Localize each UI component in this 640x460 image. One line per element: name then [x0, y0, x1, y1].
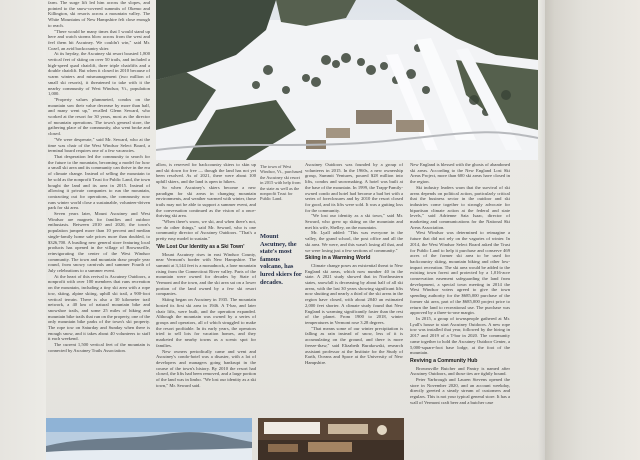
mountain-landscape-photo	[46, 418, 252, 460]
article-column-3	[305, 162, 403, 418]
paragraph: The current 1,500 vertical feet of the mountain is connected by Ascutney Trails Association.	[48, 342, 150, 353]
page-margin	[0, 0, 46, 460]
paragraph: New owners periodically came and went and Ascutney's condo-hotel was a disaster, with a lot of developers and managers going bankrupt in the course of the town's history. By 2010 the resort had closed, the lifts had been removed, and a large portion of the land was in limbo. "We lost our identity as a ski town," Mr. Seward said.	[156, 348, 256, 388]
article-column-4	[410, 162, 510, 422]
paragraph: West Windsor was determined to reimagine a future that did not rely on the vagaries of winter. In 2014, the West Windsor Select Board asked the Trust for Public Land to help it purchase and conserve 469 acres of the former ski area to be used for backcountry skiing, mountain biking and other low-impact recreation. The ski area would be added to the existing town forest and protected by a 1,016-acre conservation easement safeguarding the land from development, a special town meeting in 2014 the West Windsor voters agreed to give the town spending authority for the $685,000 purchase of the former ski area, part of the $685,000 project price to return the land to recreational use. The purchase was approved by a three-to-one margin.	[410, 230, 510, 316]
paragraph: "There would be many times that I would stand up here and watch storms blow across from the west and feel them hit Ascutney. We couldn't win," said Mr. Cozel, an avid backcountry skier.	[48, 28, 150, 51]
section-subhead: Reviving a Community Hub	[410, 357, 478, 364]
paragraph: "That means some of our winter precipitation is falling as rain instead of snow, less of it is accumulating on the ground, and there is more freeze-thaw," said Elizabeth Burakowski, research assistant professor at the Institute for the Study of Earth, Oceans and Space at the University of New Hampshire.	[305, 325, 403, 365]
general-store-photo	[258, 418, 404, 460]
paragraph: So when Ascutney's skiers become a new paradigm for ski areas in changing mountain environments, and weather warmed with winter, those trails may not be able to support a summer event, and the conversation continued as the vision of a once-thriving ski area.	[156, 184, 256, 219]
paragraph: In 2015, a group of townspeople gathered at Mr. Lyall's house to start Ascutney Outdoors. A new rope tow was installed that year, followed by the hiring in 2017 and 2019 of a T-bar in 2020. The community came together to hold the Ascutney Outdoor Center, a 5,000-square-foot base lodge, at the foot of the mountain.	[410, 315, 510, 356]
paragraph: Climate change poses an existential threat to New England ski areas, which now number 40 in the state. A 2021 study showed that in Northeastern states, snowfall is decreasing by about half of all ski areas, with the last 30 years showing significant lifts now shutting and nearly a third of the ski areas in the region have closed, with about 2040 an estimated 2,000 feet shorter. A climate study found that New England is warming significantly faster than the rest of the planet. From 1900 to 2018, winter temperatures in Vermont rose 3.28 degrees.	[305, 262, 403, 325]
frame-edge	[545, 0, 640, 460]
pull-quote: Mount Ascutney, the state's most famous volcano, has lured skiers for decades.	[260, 233, 302, 286]
paragraph: Peter Yarbrough and Lauren Stevens opened the store in November 2020, and an account weekday, directly greeted a steady stream of customers and regulars. This is not your typical general store. It has a wall of Vermont craft beer and a butcher case	[410, 377, 510, 405]
paragraph: At its heyday, the Ascutney ski resort boasted 1,800 vertical feet of skiing on over 50 trails, and included a high-speed quad chairlift, three triple chairlifts and a double chairlift. But when it closed in 2010 because of warm winters and mismanagement (two million of small ski resorts), it threatened to take with it the nearby community of West Windsor, Vt., population 1,000.	[48, 51, 150, 97]
aerial-ski-area-photo	[156, 0, 538, 160]
paragraph: Ski industry leaders warn that the survival of ski areas depends on political action, particularly critical that the business sector in the outdoor and ski industries come together to strongly advocate for bipartisan climate action at the federal and state levels," said Adrienne Saia Isaac, director of marketing and communications for the National Ski Areas Association.	[410, 184, 510, 230]
paragraph: allow, is reserved for backcountry skiers to skin up and ski down for free — though the land has not yet been resolved. As of 2021, there were about 100 uphill skiers, and the land is open to hikers.	[156, 162, 256, 185]
paragraph: That desperation led the community to search for the future to the mountain, becoming a model for how a small ski area and its community can thrive in the era of climate change. Instead of selling the mountain to be sold as the nonprofit Trust for Public Land, the town bought the land and its area in 2015. Instead of allowing it private companies to run the mountain, contracting out for operations, the community now runs winter world close a sustainable, volunteer-driven park for ski area.	[48, 153, 150, 211]
paragraph: Mount Ascutney rises in east Windsor County, near Vermont's border with New Hampshire. The summit at 3,144 feet is a monadnock, a lone mountain rising from the Connecticut River valley. Parts of the mountain were owned for decades by State of Vermont and the town, and the ski area sat on a lower portion of the land owned by a few ski resort companies.	[156, 251, 256, 297]
paragraph: "When there's snow, we ski, and when there's not, we do other things," said Mr. Seward, who is one community director of Ascutney Outdoors. "That's a pretty easy model to sustain."	[156, 219, 256, 242]
paragraph: Seven years later, Mount Ascutney and West Windsor are magnets for families and outdoor enthusiasts. Between 2010 and 2020, the town's population jumped more than 10 percent and median single-family home sale prices more than doubled, to $326,700. A bustling new general store featuring local products has opened in the village of Brownsville, reinvigorating the center of the West Windsor community. The town and mountain draw people year round, from snowy carnivals and summer Fourth of July celebrations to a summer event.	[48, 211, 150, 274]
paragraph: Mr. Lyall added: "This was everyone in the valley, the grand school, the post office and all the ski area. We were, and this wasn't losing all that, and we were losing just a few sections of community."	[305, 230, 403, 253]
paragraph: New England is blessed with the ghosts of abandoned ski areas. According to the New England Lost Ski Areas Project, more than 600 ski areas have closed in the region.	[410, 162, 510, 185]
paragraph: At the heart of this revival is Ascutney Outdoors, a nonprofit with over 100 members that runs recreation on the mountain, including a tiny ski area with a rope tow, skiing, alpine skiing, uphill ski trail, a 900-foot vertical terrain. There is also a 30 kilometer trail network, a 40 km of natural mountain bike and snowshoe trails, and some 25 miles of hiking and mountain bike trails that run on the property, one of the only mountain bike parks of the town's ski property. The rope tow on Saturday and Sunday when there is enough snow, and it takes about 40 volunteers to staff it each weekend.	[48, 273, 150, 342]
photo-caption: The town of West Windsor, Vt., purchased the Ascutney ski resort in 2015 with help from the state as well as the nonprofit Trust for Public Land.	[260, 164, 303, 202]
paragraph: "We were desperate," said Mr. Seward, who at the time was chair of the West Windsor Select Board, a terminal board requires one of a few vacancies.	[48, 136, 150, 154]
paragraph: farm. The surge lift led him across the slopes, and pointed to the snow-covered summits of Okemo and Killington, ski resorts across a mountain valley. The White Mountains of New Hampshire felt close enough to reach.	[48, 0, 150, 28]
paragraph: Ascutney Outdoors was founded by a group of volunteers in 2015. In the 1960s, a new ownership group, Summit Ventures, poured $28 million into lifts, condos and snowmaking. A hotel was built at the base of the mountain. In 1999, the Trapp-Family-owned condo and hotel had become a bad bet with a series of foreclosures and by 2010 the resort closed for good, and its lifts were sold. It was a gutting loss for the community.	[305, 162, 403, 213]
paragraph: Brownsville Butcher and Pantry is named after Ascutney Outdoors, and those ties are tightly bound.	[410, 365, 510, 377]
paragraph: "Property values plummeted, condos on the mountain saw their value decrease by more than half, and many went up," recalled Glenn Seward, who worked at the resort for 30 years, most as the director of mountain operations. The town's general store, the gathering place of the community, also went broke and closed.	[48, 96, 150, 137]
article-column-2	[156, 162, 256, 418]
article-column-1	[48, 0, 150, 430]
paragraph: "We lost our identity as a ski town," said Mr. Seward, who grew up skiing on the mountain and met his wife, Shelley, on the mountain.	[305, 213, 403, 230]
paragraph: Skiing began on Ascutney in 1935. The mountain hosted its first ski area in 1946. A T-bar, and later chair lifts, were built, and the operation expanded. Although the mountain was owned by a series of groups and operators, all of which struggled to make the resort profitable. In its early years, the operators tried to sell lots for vacation homes, and they marketed the nearby towns as a scenic spot for families.	[156, 297, 256, 348]
section-subhead: 'We Lost Our Identity as a Ski Town'	[156, 243, 245, 250]
section-subhead: Skiing in a Warming World	[305, 255, 371, 262]
